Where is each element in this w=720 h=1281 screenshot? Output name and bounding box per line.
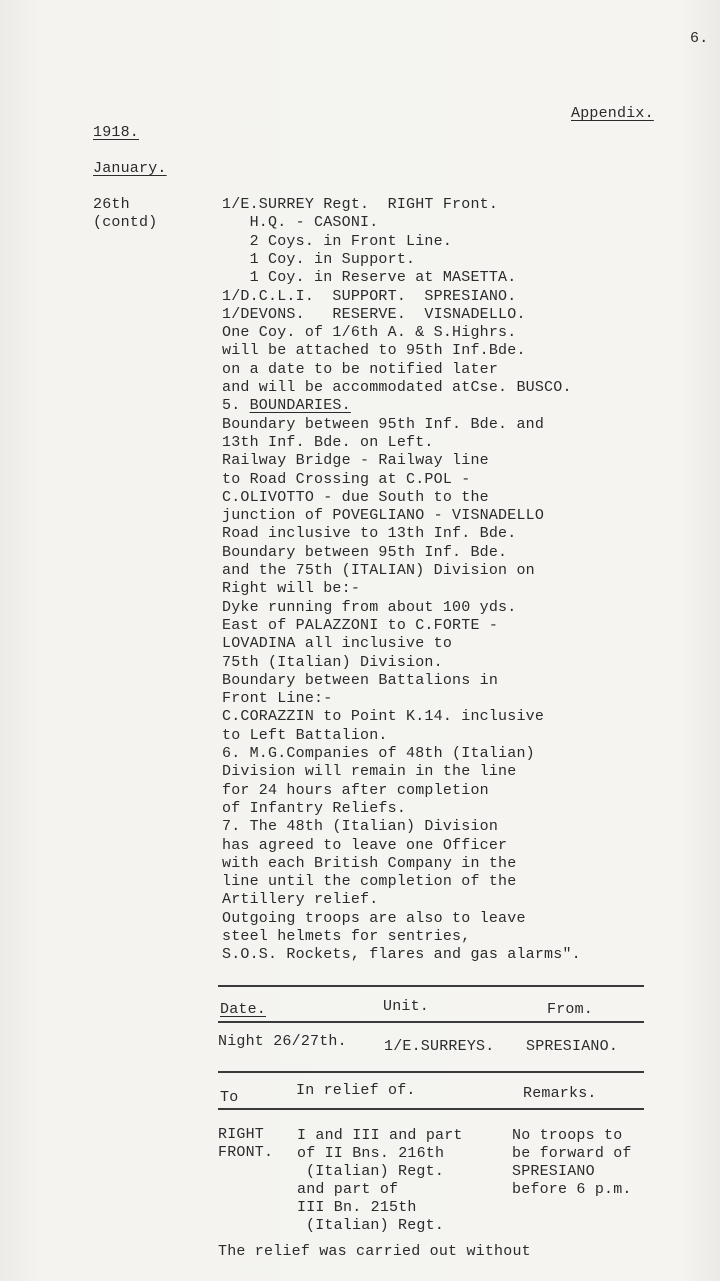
body-line: 75th (Italian) Division. (222, 654, 443, 671)
body-line: Front Line:- (222, 690, 333, 707)
body-line: Division will remain in the line (222, 763, 517, 780)
date-contd: (contd) (93, 214, 158, 231)
table-cell-remarks-line: before 6 p.m. (512, 1181, 632, 1198)
body-line: to Left Battalion. (222, 727, 388, 744)
table-rule (218, 1021, 644, 1023)
body-line: 1 Coy. in Reserve at MASETTA. (222, 269, 517, 286)
table-header-in-relief-of: In relief of. (296, 1082, 416, 1099)
table-header-to: To (220, 1089, 239, 1106)
table-cell-relief-line: (Italian) Regt. (306, 1217, 445, 1234)
body-line: C.CORAZZIN to Point K.14. inclusive (222, 708, 545, 725)
body-line: steel helmets for sentries, (222, 928, 471, 945)
table-cell-relief-line: (Italian) Regt. (306, 1163, 445, 1180)
body-line: S.O.S. Rockets, flares and gas alarms". (222, 946, 581, 963)
table-header-date: Date. (220, 1001, 267, 1018)
body-line: 5. BOUNDARIES. (222, 397, 351, 414)
page-number: 6. (690, 30, 709, 47)
table-cell-relief-line: of II Bns. 216th (297, 1145, 445, 1162)
body-line: for 24 hours after completion (222, 782, 489, 799)
table-header-from: From. (547, 1001, 594, 1018)
table-header-remarks: Remarks. (523, 1085, 597, 1102)
body-line: with each British Company in the (222, 855, 517, 872)
closing-line: The relief was carried out without (218, 1243, 531, 1260)
body-line: 1/D.C.L.I. SUPPORT. SPRESIANO. (222, 288, 517, 305)
body-line: line until the completion of the (222, 873, 517, 890)
body-line: and the 75th (ITALIAN) Division on (222, 562, 535, 579)
body-line: Boundary between 95th Inf. Bde. and (222, 416, 545, 433)
boundaries-heading: BOUNDARIES. (249, 397, 351, 414)
table-cell-remarks-line: No troops to (512, 1127, 623, 1144)
year-heading: 1918. (93, 124, 140, 141)
month-heading: January. (93, 160, 167, 177)
body-line: LOVADINA all inclusive to (222, 635, 453, 652)
table-cell-relief-line: I and III and part (297, 1127, 463, 1144)
table-cell-unit: 1/E.SURREYS. (384, 1038, 495, 1055)
body-line: C.OLIVOTTO - due South to the (222, 489, 489, 506)
table-cell-from: SPRESIANO. (526, 1038, 619, 1055)
body-line: Road inclusive to 13th Inf. Bde. (222, 525, 517, 542)
body-line: 1/DEVONS. RESERVE. VISNADELLO. (222, 306, 526, 323)
table-cell-to-line: FRONT. (218, 1144, 274, 1161)
body-line: Right will be:- (222, 580, 361, 597)
table-cell-relief-line: III Bn. 215th (297, 1199, 417, 1216)
body-line: and will be accommodated atCse. BUSCO. (222, 379, 572, 396)
body-line: Dyke running from about 100 yds. (222, 599, 517, 616)
body-line: One Coy. of 1/6th A. & S.Highrs. (222, 324, 517, 341)
body-line: 1 Coy. in Support. (222, 251, 416, 268)
body-line: on a date to be notified later (222, 361, 499, 378)
table-cell-remarks-line: be forward of (512, 1145, 632, 1162)
body-line: Railway Bridge - Railway line (222, 452, 489, 469)
table-cell-date: Night 26/27th. (218, 1033, 347, 1050)
body-line: 13th Inf. Bde. on Left. (222, 434, 434, 451)
date-day: 26th (93, 196, 130, 213)
body-line: Boundary between 95th Inf. Bde. (222, 544, 508, 561)
body-line: 1/E.SURREY Regt. RIGHT Front. (222, 196, 499, 213)
table-rule (218, 1071, 644, 1073)
body-line: H.Q. - CASONI. (222, 214, 379, 231)
body-line: East of PALAZZONI to C.FORTE - (222, 617, 499, 634)
table-rule (218, 985, 644, 987)
body-line: will be attached to 95th Inf.Bde. (222, 342, 526, 359)
body-line: 7. The 48th (Italian) Division (222, 818, 499, 835)
appendix-label: Appendix. (571, 105, 654, 122)
table-cell-to-line: RIGHT (218, 1126, 265, 1143)
body-line: 6. M.G.Companies of 48th (Italian) (222, 745, 535, 762)
body-line: has agreed to leave one Officer (222, 837, 508, 854)
body-line: of Infantry Reliefs. (222, 800, 407, 817)
body-line: junction of POVEGLIANO - VISNADELLO (222, 507, 545, 524)
body-line: Boundary between Battalions in (222, 672, 499, 689)
table-cell-remarks-line: SPRESIANO (512, 1163, 595, 1180)
table-header-unit: Unit. (383, 998, 430, 1015)
table-rule (218, 1108, 644, 1110)
body-line: to Road Crossing at C.POL - (222, 471, 471, 488)
body-line: Artillery relief. (222, 891, 379, 908)
body-line: 2 Coys. in Front Line. (222, 233, 453, 250)
body-line: Outgoing troops are also to leave (222, 910, 526, 927)
table-cell-relief-line: and part of (297, 1181, 399, 1198)
